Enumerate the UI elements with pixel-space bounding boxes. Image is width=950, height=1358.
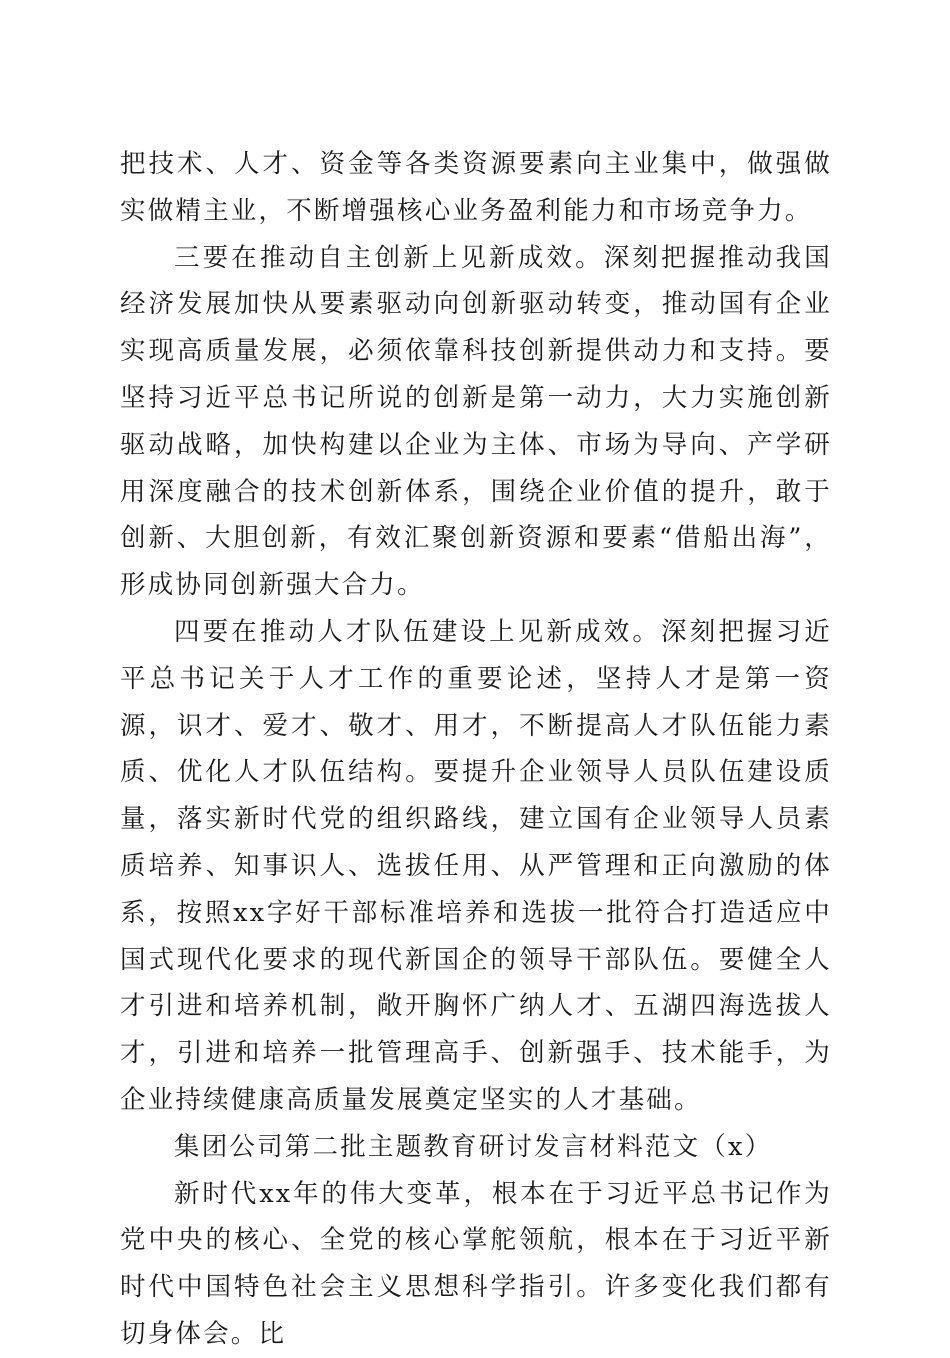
paragraph-talent: 四要在推动人才队伍建设上见新成效。深刻把握习近平总书记关于人才工作的重要论述，坚持人才是第一资源，识才、爱才、敬才、用才，不断提高人才队伍能力素质、优化人才队伍结构。要提升企业领导人员队伍建设质量，落实新时代党的组织路线，建立国有企业领导人员素质培养、知事识人、选拔任用、从严管理和正向激励的体系，按照xx字好干部标准培养和选拔一批符合打造适应中国式现代化要求的现代新国企的领导干部队伍。要健全人才引进和培养机制，敞开胸怀广纳人才、五湖四海选拔人才，引进和培养一批管理高手、创新强手、技术能手，为企业持续健康高质量发展奠定坚实的人才基础。	[120, 616, 832, 1115]
paragraph-innovation: 三要在推动自主创新上见新成效。深刻把握推动我国经济发展加快从要素驱动向创新驱动转变，推动国有企业实现高质量发展，必须依靠科技创新提供动力和支持。要坚持习近平总书记所说的创新是第一动力，大力实施创新驱动战略，加快构建以企业为主体、市场为导向、产学研用深度融合的技术创新体系，围绕企业价值的提升，敢于创新、大胆创新，有效汇聚创新资源和要素“借船出海”，形成协同创新强大合力。	[120, 242, 832, 601]
section-heading: 集团公司第二批主题教育研讨发言材料范文（x）	[174, 1131, 773, 1162]
paragraph-new-era: 新时代xx年的伟大变革，根本在于习近平总书记作为党中央的核心、全党的核心掌舵领航，根本在于习近平新时代中国特色社会主义思想科学指引。许多变化我们都有切身体会。比	[120, 1178, 832, 1349]
paragraph-continuation: 把技术、人才、资金等各类资源要素向主业集中，做强做实做精主业，不断增强核心业务盈利能力和市场竞争力。	[120, 149, 832, 226]
document-body	[120, 141, 832, 1358]
